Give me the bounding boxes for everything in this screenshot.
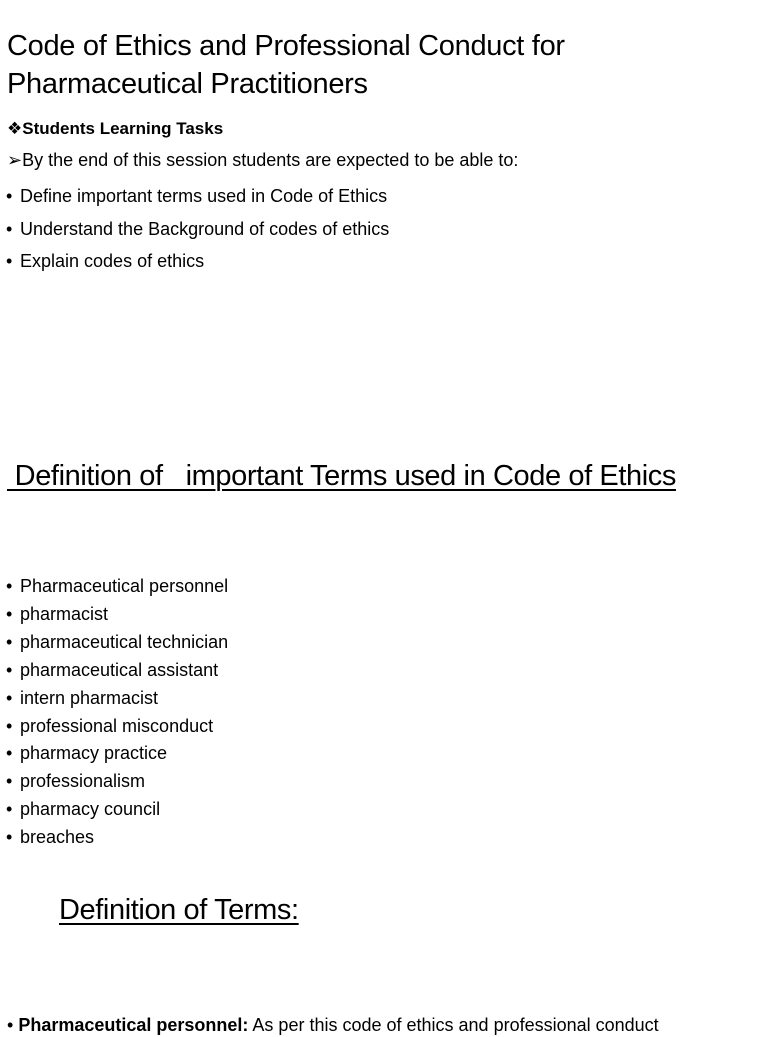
list-item: [0, 685, 228, 713]
bullet-icon: •: [6, 659, 13, 680]
list-item: [0, 796, 228, 824]
list-item-text: Understand the Background of codes of ethics: [20, 218, 390, 239]
list-item-text: pharmaceutical assistant: [20, 659, 219, 680]
title-line-1: Code of Ethics and Professional Conduct for: [7, 30, 565, 62]
learning-task-list: [0, 180, 389, 278]
list-item: [0, 573, 228, 601]
list-item-text: Pharmaceutical personnel: [20, 576, 229, 596]
bullet-icon: •: [6, 715, 13, 736]
list-item-text: Define important terms used in Code of Ethics: [20, 186, 388, 206]
definition-term: Pharmaceutical personnel:: [18, 1015, 249, 1035]
term-list: [0, 573, 228, 852]
bullet-icon: •: [6, 251, 13, 271]
bullet-icon: •: [6, 576, 13, 596]
bullet-icon: •: [6, 687, 13, 708]
list-item-text: pharmaceutical technician: [20, 631, 229, 652]
slide-learning-tasks: [0, 0, 768, 300]
students-learning-tasks-heading: [7, 117, 223, 141]
bullet-icon: •: [6, 827, 13, 848]
slide-title: Definition of important Terms used in Code of Ethics: [7, 460, 676, 492]
list-item: [0, 740, 228, 768]
list-item-text: pharmacy council: [20, 799, 161, 820]
list-item-text: professionalism: [20, 771, 146, 792]
students-learning-tasks-label: Students Learning Tasks: [22, 119, 224, 138]
list-item: [0, 629, 228, 657]
list-item: [0, 601, 228, 629]
list-item: [0, 245, 389, 278]
list-item: [0, 180, 389, 213]
objectives-lead-text: By the end of this session students are expected to be able to:: [22, 150, 519, 170]
list-item: [0, 657, 228, 685]
list-item-text: professional misconduct: [20, 715, 214, 736]
bullet-icon: •: [6, 631, 13, 652]
list-item-text: intern pharmacist: [20, 687, 159, 708]
list-item-text: pharmacy practice: [20, 743, 168, 764]
slide-important-terms: [0, 440, 768, 860]
slide-title: [7, 27, 757, 103]
list-item-text: Explain codes of ethics: [20, 251, 205, 271]
list-item-text: breaches: [20, 827, 95, 848]
list-item-text: pharmacist: [20, 603, 109, 624]
bullet-icon: •: [6, 743, 13, 764]
arrow-bullet-icon: ➢: [7, 150, 23, 170]
slide-title: Definition of Terms:: [59, 894, 299, 926]
bullet-icon: •: [6, 218, 13, 239]
list-item: [0, 768, 228, 796]
objectives-lead: [7, 148, 518, 172]
slide-definition-of-terms: [0, 880, 768, 1035]
title-line-2: Pharmaceutical Practitioners: [7, 68, 368, 100]
list-item: [0, 824, 228, 852]
list-item: [0, 213, 389, 246]
list-item: [0, 713, 228, 741]
bullet-icon: •: [6, 799, 13, 820]
bullet-icon: •: [6, 771, 13, 792]
bullet-icon: •: [7, 1015, 14, 1035]
definition-text: As per this code of ethics and professional conduct: [248, 1015, 659, 1035]
first-definition: [7, 1013, 659, 1037]
bullet-icon: •: [6, 186, 13, 206]
diamond-bullet-icon: ❖: [7, 119, 23, 138]
bullet-icon: •: [6, 603, 13, 624]
